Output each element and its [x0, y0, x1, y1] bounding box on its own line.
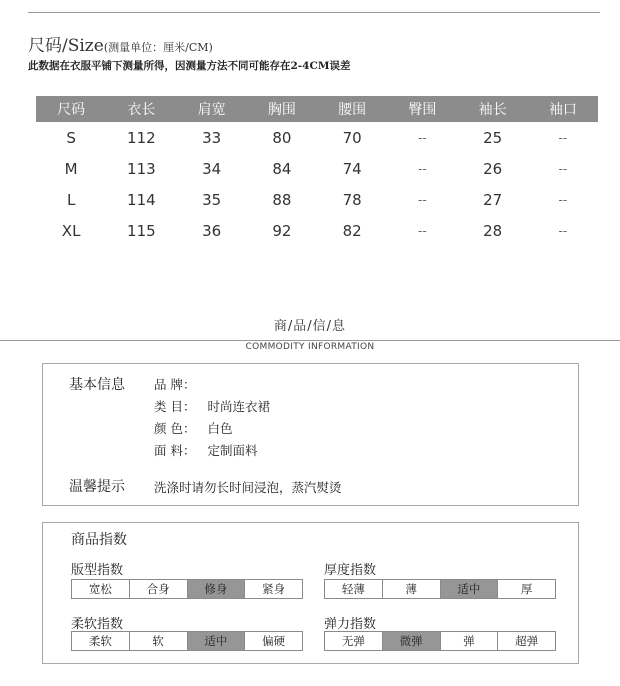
header-bust: 胸围 [247, 96, 317, 122]
scale-option: 弹 [441, 632, 499, 650]
size-table [36, 96, 598, 246]
top-divider [28, 12, 600, 13]
scale-option-selected: 适中 [441, 580, 499, 598]
table-cell: 33 [202, 128, 222, 147]
table-cell: 84 [272, 159, 292, 178]
table-cell: S [66, 128, 76, 147]
category-key: 类 目： [154, 399, 196, 414]
table-row [36, 184, 598, 215]
table-cell: -- [558, 223, 568, 238]
table-cell: 36 [202, 221, 222, 240]
table-cell: 74 [342, 159, 362, 178]
table-cell: L [66, 190, 76, 209]
tips-text: 洗涤时请勿长时间浸泡，蒸汽熨烫 [154, 480, 342, 495]
scale-option-selected: 适中 [188, 632, 246, 650]
table-cell: -- [418, 223, 427, 238]
table-cell: 70 [342, 128, 362, 147]
table-cell: 114 [127, 190, 156, 209]
table-cell: 82 [342, 221, 362, 240]
header-cuff: 袖口 [528, 96, 598, 122]
version-index-scale [71, 579, 303, 599]
table-cell: -- [418, 192, 427, 207]
table-cell: 25 [483, 128, 503, 147]
scale-option: 软 [130, 632, 188, 650]
table-cell: 92 [272, 221, 292, 240]
table-cell: 88 [272, 190, 292, 209]
size-title [28, 31, 213, 56]
scale-option: 偏硬 [262, 634, 286, 648]
table-cell: 26 [483, 159, 503, 178]
size-table-header-row [36, 96, 598, 122]
thickness-index-scale [324, 579, 556, 599]
header-shoulder: 肩宽 [177, 96, 247, 122]
header-waist: 腰围 [317, 96, 387, 122]
header-size: 尺码 [36, 96, 106, 122]
table-cell: 80 [272, 128, 292, 147]
table-cell: -- [558, 161, 568, 176]
scale-option: 厚 [520, 582, 533, 596]
color-value: 白色 [207, 421, 233, 436]
info-subheading: COMMODITY INFORMATION [242, 342, 379, 352]
table-row [36, 122, 598, 153]
table-row [36, 153, 598, 184]
fabric-key: 面 料： [154, 443, 196, 458]
product-index-box [42, 522, 579, 664]
size-title-text: 尺码/Size [28, 36, 104, 56]
basic-row-color [154, 419, 233, 437]
header-length: 衣长 [106, 96, 176, 122]
table-cell: 27 [483, 190, 503, 209]
table-cell: 78 [342, 190, 362, 209]
scale-option: 合身 [130, 580, 188, 598]
elasticity-index-scale [324, 631, 556, 651]
table-cell: -- [558, 130, 568, 145]
header-hip: 臀围 [387, 96, 457, 122]
scale-option: 柔软 [72, 632, 130, 650]
table-cell: -- [418, 161, 427, 176]
scale-option: 轻薄 [325, 580, 383, 598]
table-cell: M [64, 159, 78, 178]
table-cell: -- [418, 130, 427, 145]
scale-option: 无弹 [325, 632, 383, 650]
tips-title: 温馨提示 [69, 479, 125, 495]
elasticity-index-title: 弹力指数 [324, 617, 377, 632]
brand-key: 品 牌： [154, 377, 196, 392]
size-unit: (测量单位：厘米/CM) [103, 41, 213, 54]
scale-option: 紧身 [262, 582, 286, 596]
color-key: 颜 色： [154, 421, 196, 436]
softness-index-title: 柔软指数 [71, 617, 124, 632]
info-heading: 商/品/信/息 [273, 319, 347, 334]
basic-row-brand [154, 375, 195, 393]
info-subheading-wrap [0, 334, 620, 353]
table-cell: 34 [202, 159, 222, 178]
scale-option-selected: 修身 [188, 580, 246, 598]
table-cell: XL [61, 221, 81, 240]
table-cell: 35 [202, 190, 222, 209]
basic-info-box [42, 363, 579, 506]
category-value: 时尚连衣裙 [207, 399, 270, 414]
scale-option: 超弹 [515, 634, 539, 648]
scale-option: 宽松 [72, 580, 130, 598]
scale-option: 薄 [383, 580, 441, 598]
table-cell: 28 [483, 221, 503, 240]
table-row [36, 215, 598, 246]
thickness-index-title: 厚度指数 [324, 563, 377, 578]
basic-info-title: 基本信息 [69, 377, 125, 393]
softness-index-scale [71, 631, 303, 651]
table-cell: 113 [127, 159, 156, 178]
size-note: 此数据在衣服平铺下测量所得，因测量方法不同可能存在2-4CM误差 [28, 60, 351, 72]
header-sleeve: 袖长 [458, 96, 528, 122]
scale-option-selected: 微弹 [383, 632, 441, 650]
basic-row-category [154, 397, 270, 415]
fabric-value: 定制面料 [207, 443, 258, 458]
table-cell: 115 [127, 221, 156, 240]
index-title: 商品指数 [71, 532, 127, 548]
version-index-title: 版型指数 [71, 563, 124, 578]
basic-row-fabric [154, 441, 258, 459]
table-cell: 112 [127, 128, 156, 147]
table-cell: -- [558, 192, 568, 207]
